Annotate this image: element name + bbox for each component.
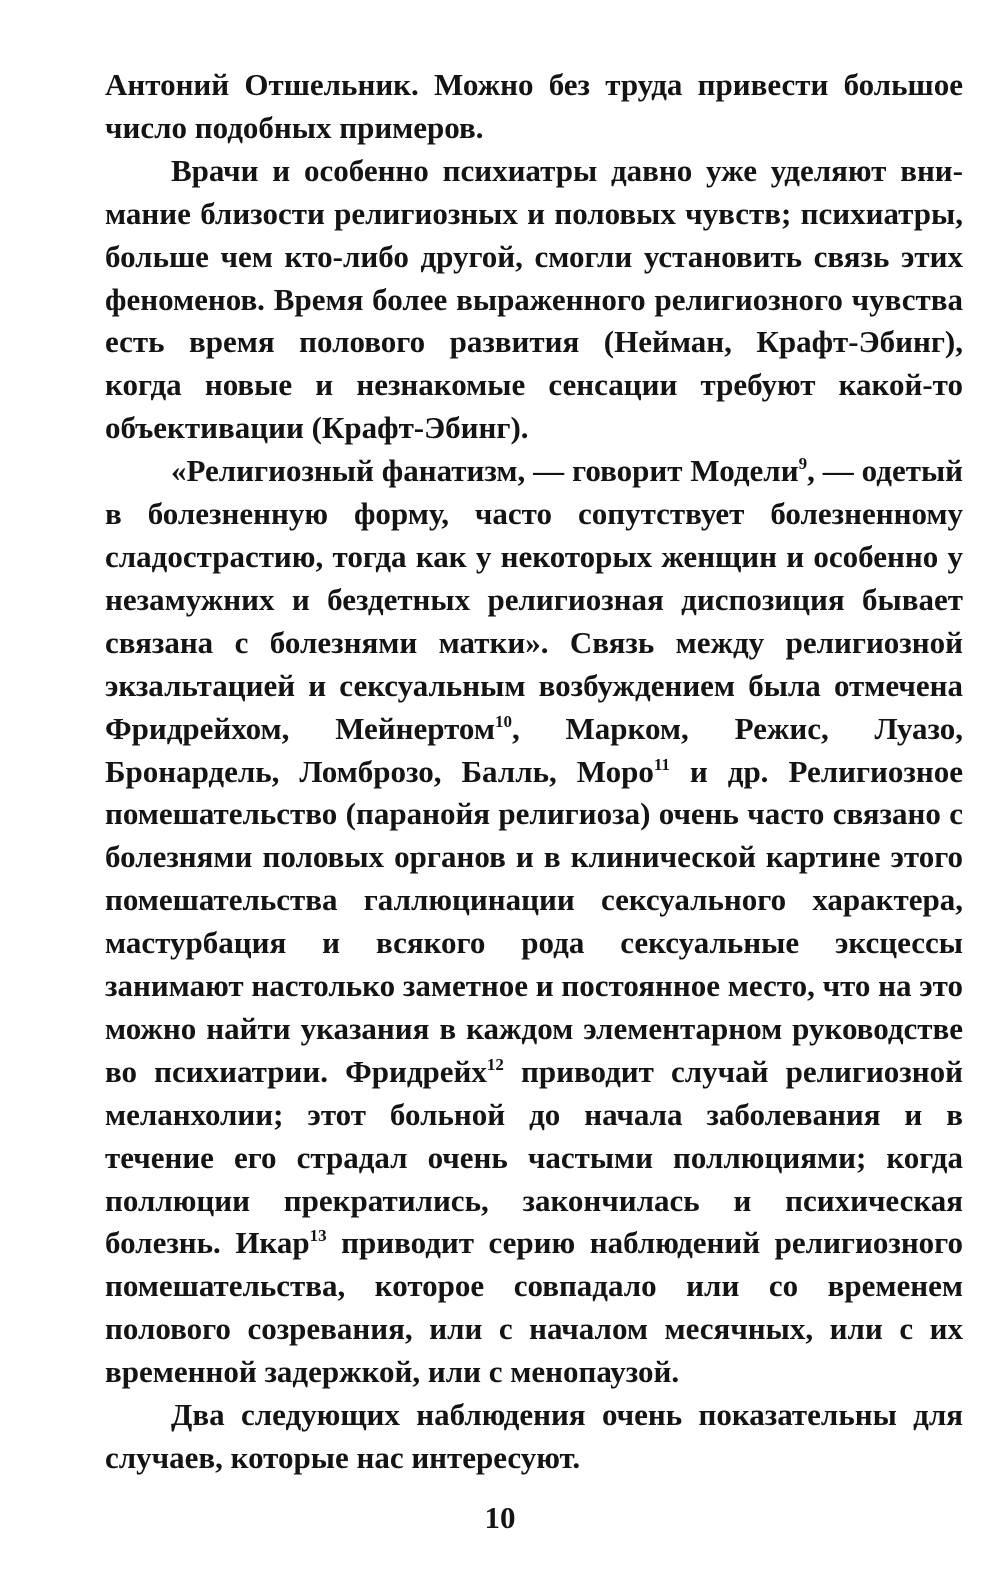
paragraph — [105, 64, 963, 150]
paragraph-text: , Марком, Режис, Луазо, Бронардель, Ломброзо, Балль, Моро — [105, 710, 963, 789]
footnote-ref: 10 — [494, 711, 512, 731]
page-body — [105, 64, 963, 1480]
paragraph — [105, 1394, 963, 1480]
footnote-ref: 13 — [309, 1226, 327, 1246]
paragraph-text: , — одетый в болезненную форму, часто сопутствует болезненному сладострастию, тогда как у некоторых женщин и особенно у незамужних и бездетных религиозная диспозиция бывает связана с болезнями матки». Связь между религиозной экзальтацией и сексуальным возбуждением была отмечена Фридрейхом, Мейнертом — [105, 453, 964, 746]
paragraph-text: Врачи и особенно психиатры давно уже уделяют внимание близости религиозных и половых чувств; психиатры, больше чем кто-либо другой, смогли установить связь этих феноменов. Время более выраженного религиозного чувства есть время полового развития (Нейман, Крафт-Эбинг), когда новые и незнакомые сенсации требуют какой-то объективации (Крафт-Эбинг). — [105, 152, 963, 446]
paragraph-text: и др. Религиозное помешательство (паранойя религиоза) очень часто связано с болезнями половых органов и в клинической картине этого помешательства галлюцинации сексуального характера, мастурбация и всякого рода сексуальные эксцессы занимают настолько заметное и постоянное место, что на это можно найти указания в каждом элементарном руководстве во психиатрии. Фридрейх — [105, 753, 963, 1089]
paragraph-text: «Религиозный фанатизм, — говорит Модели — [171, 453, 799, 489]
paragraph-text: приводит случай религиозной меланхолии; этот больной до начала заболевания и в течение его страдал очень частыми поллюциями; когда поллюции прекратились, закончилась и психическая болезнь. Икар — [105, 1053, 963, 1261]
footnote-ref: 12 — [486, 1054, 504, 1074]
paragraph-text: Антоний Отшельник. Можно без труда привести большое число подобных примеров. — [105, 67, 963, 145]
paragraph — [105, 150, 963, 450]
paragraph-text: Два следующих наблюдения очень показательны для случаев, которые нас интересуют. — [105, 1397, 963, 1475]
paragraph-text: приводит серию наблюдений религиозного помешательства, которое совпадало или со временем полового созревания, или с началом месячных, или с их временной задержкой, или с менопаузой. — [105, 1225, 963, 1390]
footnote-ref: 11 — [653, 754, 670, 774]
paragraph — [105, 450, 963, 1394]
footnote-ref: 9 — [798, 454, 808, 474]
page-number: 10 — [484, 1500, 516, 1535]
